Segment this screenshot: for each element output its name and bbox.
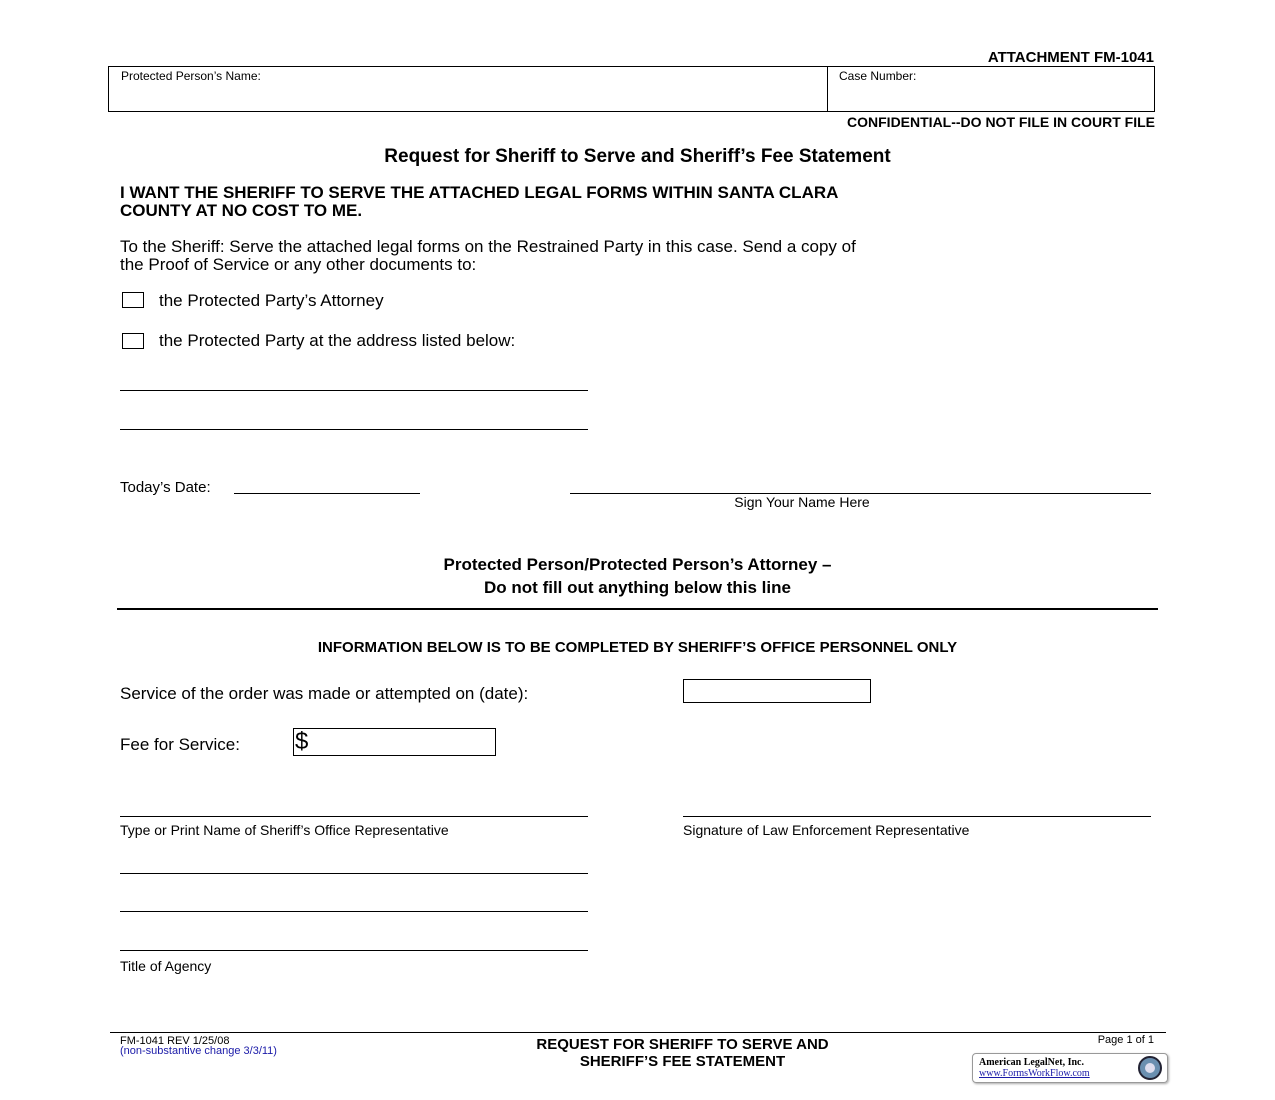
address-checkbox[interactable] xyxy=(122,333,144,349)
page-title: Request for Sheriff to Serve and Sheriff’s Fee Statement xyxy=(384,146,891,167)
divider xyxy=(117,608,1158,610)
address-option-label: the Protected Party at the address listed below: xyxy=(159,331,516,350)
service-date-label: Service of the order was made or attempted on (date): xyxy=(120,684,529,703)
attachment-label: ATTACHMENT FM-1041 xyxy=(987,49,1154,66)
instructions-line-2: the Proof of Service or any other documents to: xyxy=(120,255,477,274)
footer-divider xyxy=(110,1032,1166,1033)
notice-line-2: Do not fill out anything below this line xyxy=(484,578,791,597)
agency-line-3[interactable] xyxy=(120,950,588,951)
change-note: (non-substantive change 3/3/11) xyxy=(120,1045,277,1057)
fee-label: Fee for Service: xyxy=(120,735,240,754)
page-number: Page 1 of 1 xyxy=(1097,1034,1154,1046)
globe-icon xyxy=(1137,1055,1163,1081)
logo-badge[interactable] xyxy=(972,1053,1168,1083)
sign-label: Sign Your Name Here xyxy=(734,494,870,510)
fee-input[interactable] xyxy=(293,728,496,756)
address-line-1[interactable] xyxy=(120,390,588,391)
form-id: FM-1041 REV 1/25/08 xyxy=(120,1035,230,1047)
main-heading-line-1: I WANT THE SHERIFF TO SERVE THE ATTACHED LEGAL FORMS WITHIN SANTA CLARA xyxy=(120,183,839,202)
rep-name-line[interactable] xyxy=(120,816,588,817)
notice-line-1: Protected Person/Protected Person’s Attorney – xyxy=(443,555,832,574)
footer-title-line-2: SHERIFF’S FEE STATEMENT xyxy=(579,1053,786,1070)
todays-date-line[interactable] xyxy=(234,493,420,494)
agency-line-1[interactable] xyxy=(120,873,588,874)
attorney-checkbox[interactable] xyxy=(122,292,144,308)
protected-name-field[interactable] xyxy=(108,66,828,112)
case-number-field[interactable] xyxy=(827,66,1155,112)
service-date-input[interactable] xyxy=(683,679,871,703)
agency-label: Title of Agency xyxy=(120,958,212,974)
main-heading-line-2: COUNTY AT NO COST TO ME. xyxy=(120,201,363,220)
notice xyxy=(0,553,1275,599)
rep-name-label: Type or Print Name of Sheriff’s Office Representative xyxy=(120,822,449,838)
sheriff-heading: INFORMATION BELOW IS TO BE COMPLETED BY SHERIFF’S OFFICE PERSONNEL ONLY xyxy=(317,639,958,656)
case-number-label: Case Number: xyxy=(839,69,917,83)
agency-line-2[interactable] xyxy=(120,911,588,912)
confidential-notice: CONFIDENTIAL--DO NOT FILE IN COURT FILE xyxy=(847,114,1155,130)
rep-signature-line[interactable] xyxy=(683,816,1151,817)
rep-signature-label: Signature of Law Enforcement Representative xyxy=(683,822,970,838)
footer-title-line-1: REQUEST FOR SHERIFF TO SERVE AND xyxy=(536,1036,829,1053)
todays-date-label: Today’s Date: xyxy=(120,479,211,496)
attorney-option-label: the Protected Party’s Attorney xyxy=(159,291,384,310)
logo-name: American LegalNet, Inc. xyxy=(979,1057,1084,1068)
protected-name-label: Protected Person’s Name: xyxy=(121,69,261,83)
main-heading xyxy=(120,184,838,220)
address-line-2[interactable] xyxy=(120,429,588,430)
instructions-line-1: To the Sheriff: Serve the attached legal forms on the Restrained Party in this case. Send a copy of xyxy=(120,237,856,256)
logo-link[interactable]: www.FormsWorkFlow.com xyxy=(979,1068,1090,1079)
footer-title xyxy=(470,1036,895,1070)
dollar-sign: $ xyxy=(295,728,309,755)
instructions xyxy=(120,238,856,274)
